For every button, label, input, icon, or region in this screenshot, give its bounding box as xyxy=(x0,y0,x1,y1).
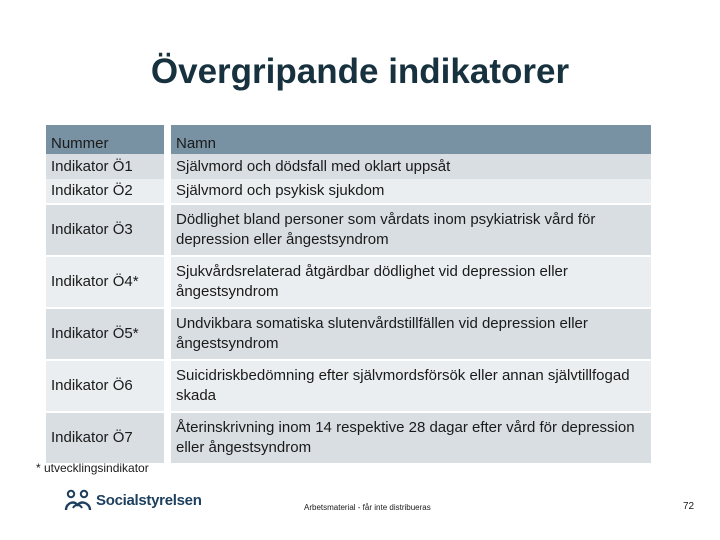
indicator-number: Indikator Ö5* xyxy=(46,308,168,360)
indicator-name: Suicidriskbedömning efter självmordsförsök eller annan självtillfogad skada xyxy=(168,360,652,412)
column-header-name: Namn xyxy=(168,125,652,154)
footer-disclaimer: Arbetsmaterial - får inte distribueras xyxy=(304,503,431,512)
page-title: Övergripande indikatorer xyxy=(150,52,570,91)
socialstyrelsen-emblem-icon xyxy=(64,488,92,512)
table-row xyxy=(46,360,651,412)
indicator-name: Självmord och psykisk sjukdom xyxy=(168,179,652,204)
page-number: 72 xyxy=(683,501,695,512)
indicator-name: Sjukvårdsrelaterad åtgärdbar dödlighet vid depression eller ångestsyndrom xyxy=(168,256,652,308)
table-header-row xyxy=(46,125,651,154)
indicator-number: Indikator Ö1 xyxy=(46,154,168,179)
footnote: * utvecklingsindikator xyxy=(36,461,149,475)
table-row xyxy=(46,256,651,308)
table-row xyxy=(46,308,651,360)
indicator-table xyxy=(46,125,651,463)
socialstyrelsen-logo xyxy=(64,488,202,512)
logo-text: Socialstyrelsen xyxy=(96,491,202,509)
indicator-name: Självmord och dödsfall med oklart uppsåt xyxy=(168,154,652,179)
column-header-number: Nummer xyxy=(46,125,168,154)
indicator-number: Indikator Ö4* xyxy=(46,256,168,308)
table-row xyxy=(46,154,651,179)
table-row xyxy=(46,412,651,463)
indicator-number: Indikator Ö7 xyxy=(46,412,168,463)
indicator-name: Återinskrivning inom 14 respektive 28 dagar efter vård för depression eller ångestsyndrom xyxy=(168,412,652,463)
indicator-name: Dödlighet bland personer som vårdats inom psykiatrisk vård för depression eller ångestsyndrom xyxy=(168,204,652,256)
indicator-name: Undvikbara somatiska slutenvårdstillfällen vid depression eller ångestsyndrom xyxy=(168,308,652,360)
indicator-number: Indikator Ö6 xyxy=(46,360,168,412)
table-row xyxy=(46,204,651,256)
indicator-number: Indikator Ö3 xyxy=(46,204,168,256)
table-row xyxy=(46,179,651,204)
indicator-number: Indikator Ö2 xyxy=(46,179,168,204)
